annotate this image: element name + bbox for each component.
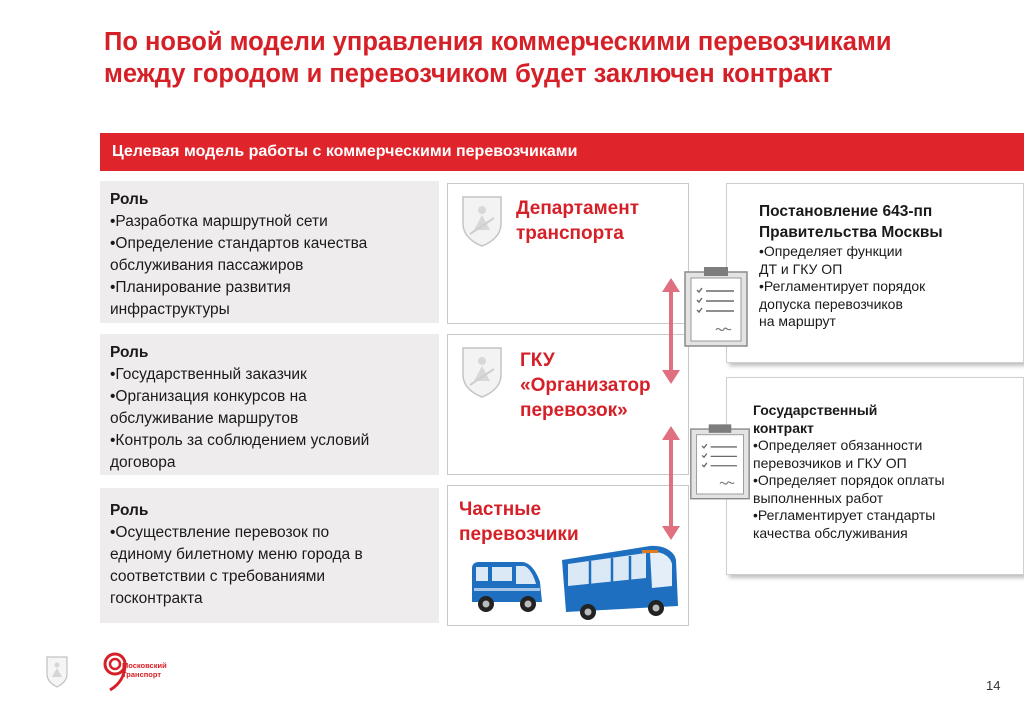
role-panel-department — [100, 181, 439, 323]
role-panel-carriers — [100, 488, 439, 623]
decree-line: •Регламентирует порядок — [759, 278, 926, 294]
entity-name-line: перевозчики — [459, 524, 579, 545]
slide-title-line-1: По новой модели управления коммерческими перевозчиками — [104, 28, 892, 56]
contract-line: •Определяет обязанности — [753, 437, 923, 453]
contract-line: качества обслуживания — [753, 524, 908, 541]
decree-box — [726, 183, 1024, 363]
role-line: единому билетному меню города в — [110, 546, 363, 563]
decree-line: на маршрут — [759, 313, 836, 329]
role-line: •Осуществление перевозок по — [110, 524, 330, 541]
section-banner: Целевая модель работы с коммерческими перевозчиками — [100, 133, 1024, 171]
role-line: •Планирование развития — [110, 279, 291, 296]
moscow-crest-icon — [460, 194, 504, 248]
logo-text-line: Транспорт — [122, 670, 162, 679]
clipboard-icon — [682, 266, 750, 348]
entity-name — [520, 348, 651, 423]
contract-line: •Регламентирует стандарты — [753, 507, 936, 523]
contract-title-line-2: контракт — [753, 420, 814, 436]
role-title: Роль — [110, 344, 149, 361]
contract-line: выполненных работ — [753, 489, 884, 506]
role-line: •Разработка маршрутной сети — [110, 213, 328, 230]
contract-line: перевозчиков и ГКУ ОП — [753, 454, 907, 471]
role-line: инфраструктуры — [110, 301, 230, 318]
entity-name — [459, 497, 579, 547]
city-bus-icon — [558, 544, 682, 624]
entity-name-line: транспорта — [516, 223, 624, 244]
entity-name — [516, 196, 639, 246]
decree-line: •Определяет функции — [759, 243, 903, 259]
role-title: Роль — [110, 191, 149, 208]
entity-name-line: перевозок» — [520, 400, 628, 421]
decree-line: ДТ и ГКУ ОП — [759, 260, 843, 277]
role-line: •Определение стандартов качества — [110, 235, 368, 252]
role-line: •Контроль за соблюдением условий — [110, 432, 370, 449]
role-line: госконтракта — [110, 590, 203, 607]
role-line: соответствии с требованиями — [110, 568, 326, 585]
role-title: Роль — [110, 502, 149, 519]
moscow-crest-icon — [460, 345, 504, 399]
role-line: обслуживания пассажиров — [110, 257, 304, 274]
role-line: •Организация конкурсов на — [110, 388, 307, 405]
role-line: договора — [110, 454, 176, 471]
clipboard-icon — [688, 422, 752, 502]
entity-carriers — [447, 485, 689, 626]
decree-title-line-2: Правительства Москвы — [759, 224, 943, 241]
entity-name-line: Частные — [459, 499, 542, 520]
role-panel-gku — [100, 334, 439, 475]
page-number: 14 — [986, 678, 1001, 693]
contract-title-line-1: Государственный — [753, 402, 878, 418]
entity-gku — [447, 334, 689, 475]
minibus-icon — [466, 558, 546, 618]
entity-department — [447, 183, 689, 324]
entity-name-line: «Организатор — [520, 375, 651, 396]
entity-name-line: ГКУ — [520, 350, 555, 371]
role-line: •Государственный заказчик — [110, 366, 307, 383]
role-line: обслуживание маршрутов — [110, 410, 299, 427]
contract-box — [726, 377, 1024, 575]
double-arrow-icon — [660, 276, 682, 386]
slide-title-line-2: между городом и перевозчиком будет заключен контракт — [104, 60, 833, 88]
moscow-transport-logo-text — [122, 661, 167, 679]
entity-name-line: Департамент — [516, 198, 640, 219]
logo-text-line: Московский — [122, 661, 167, 670]
decree-line: допуска перевозчиков — [759, 295, 903, 312]
contract-line: •Определяет порядок оплаты — [753, 472, 945, 488]
decree-title-line-1: Постановление 643-пп — [759, 203, 933, 220]
moscow-crest-icon — [45, 655, 69, 689]
double-arrow-icon — [660, 424, 682, 542]
slide-title — [104, 26, 1004, 90]
